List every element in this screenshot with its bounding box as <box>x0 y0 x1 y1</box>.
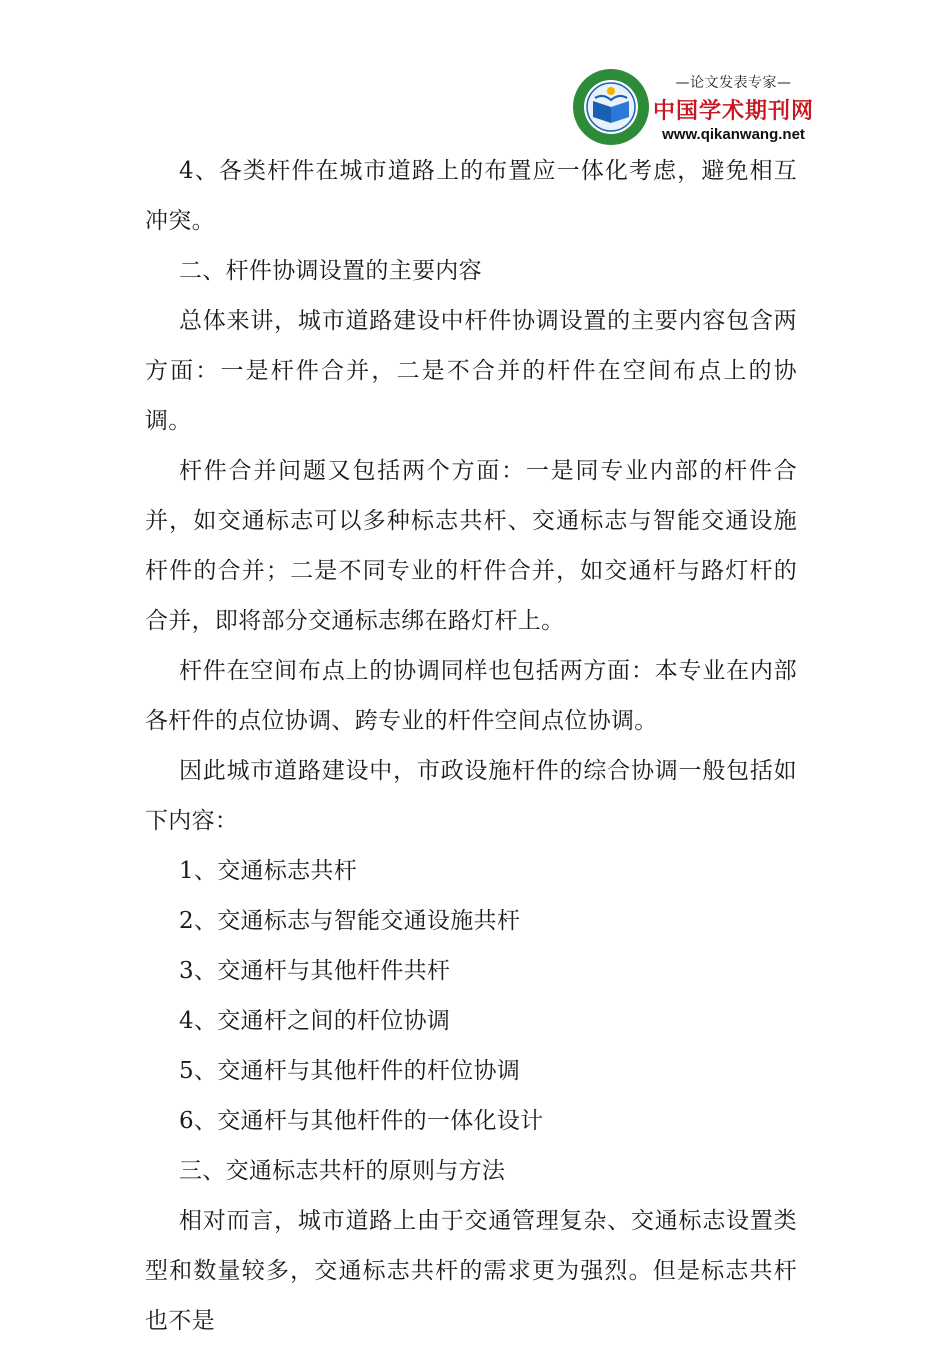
section-heading: 三、交通标志共杆的原则与方法 <box>179 1158 506 1184</box>
list-item: 3、交通杆与其他杆件共杆 <box>179 958 451 984</box>
logo-slogan: —论文发表专家— <box>675 74 792 91</box>
section-heading: 二、杆件协调设置的主要内容 <box>179 258 482 284</box>
list-item: 5、交通杆与其他杆件的杆位协调 <box>179 1058 521 1084</box>
logo-url: www.qikanwang.net <box>662 125 805 143</box>
body-paragraph: 杆件合并问题又包括两个方面：一是同专业内部的杆件合并，如交通标志可以多种标志共杆、交通标志与智能交通设施杆件的合并；二是不同专业的杆件合并，如交通杆与路灯杆的合并，即将部分交通标志绑在路灯杆上。 <box>145 458 797 634</box>
list-item: 1、交通标志共杆 <box>179 858 358 884</box>
seal-emblem-icon <box>571 67 651 147</box>
body-paragraph: 相对而言，城市道路上由于交通管理复杂、交通标志设置类型和数量较多，交通标志共杆的需求更为强烈。但是标志共杆也不是 <box>145 1208 797 1334</box>
list-item: 6、交通杆与其他杆件的一体化设计 <box>179 1108 544 1134</box>
document-body <box>145 146 797 1346</box>
list-item: 4、各类杆件在城市道路上的布置应一体化考虑，避免相互冲突。 <box>145 158 797 234</box>
list-item: 2、交通标志与智能交通设施共杆 <box>179 908 521 934</box>
body-paragraph: 总体来讲，城市道路建设中杆件协调设置的主要内容包含两方面：一是杆件合并，二是不合并的杆件在空间布点上的协调。 <box>145 308 797 434</box>
logo-brand-name: 中国学术期刊网 <box>653 98 815 124</box>
body-paragraph: 杆件在空间布点上的协调同样也包括两方面：本专业在内部各杆件的点位协调、跨专业的杆件空间点位协调。 <box>145 658 797 734</box>
body-paragraph: 因此城市道路建设中，市政设施杆件的综合协调一般包括如下内容： <box>145 758 797 834</box>
site-logo <box>571 67 815 147</box>
list-item: 4、交通杆之间的杆位协调 <box>179 1008 451 1034</box>
